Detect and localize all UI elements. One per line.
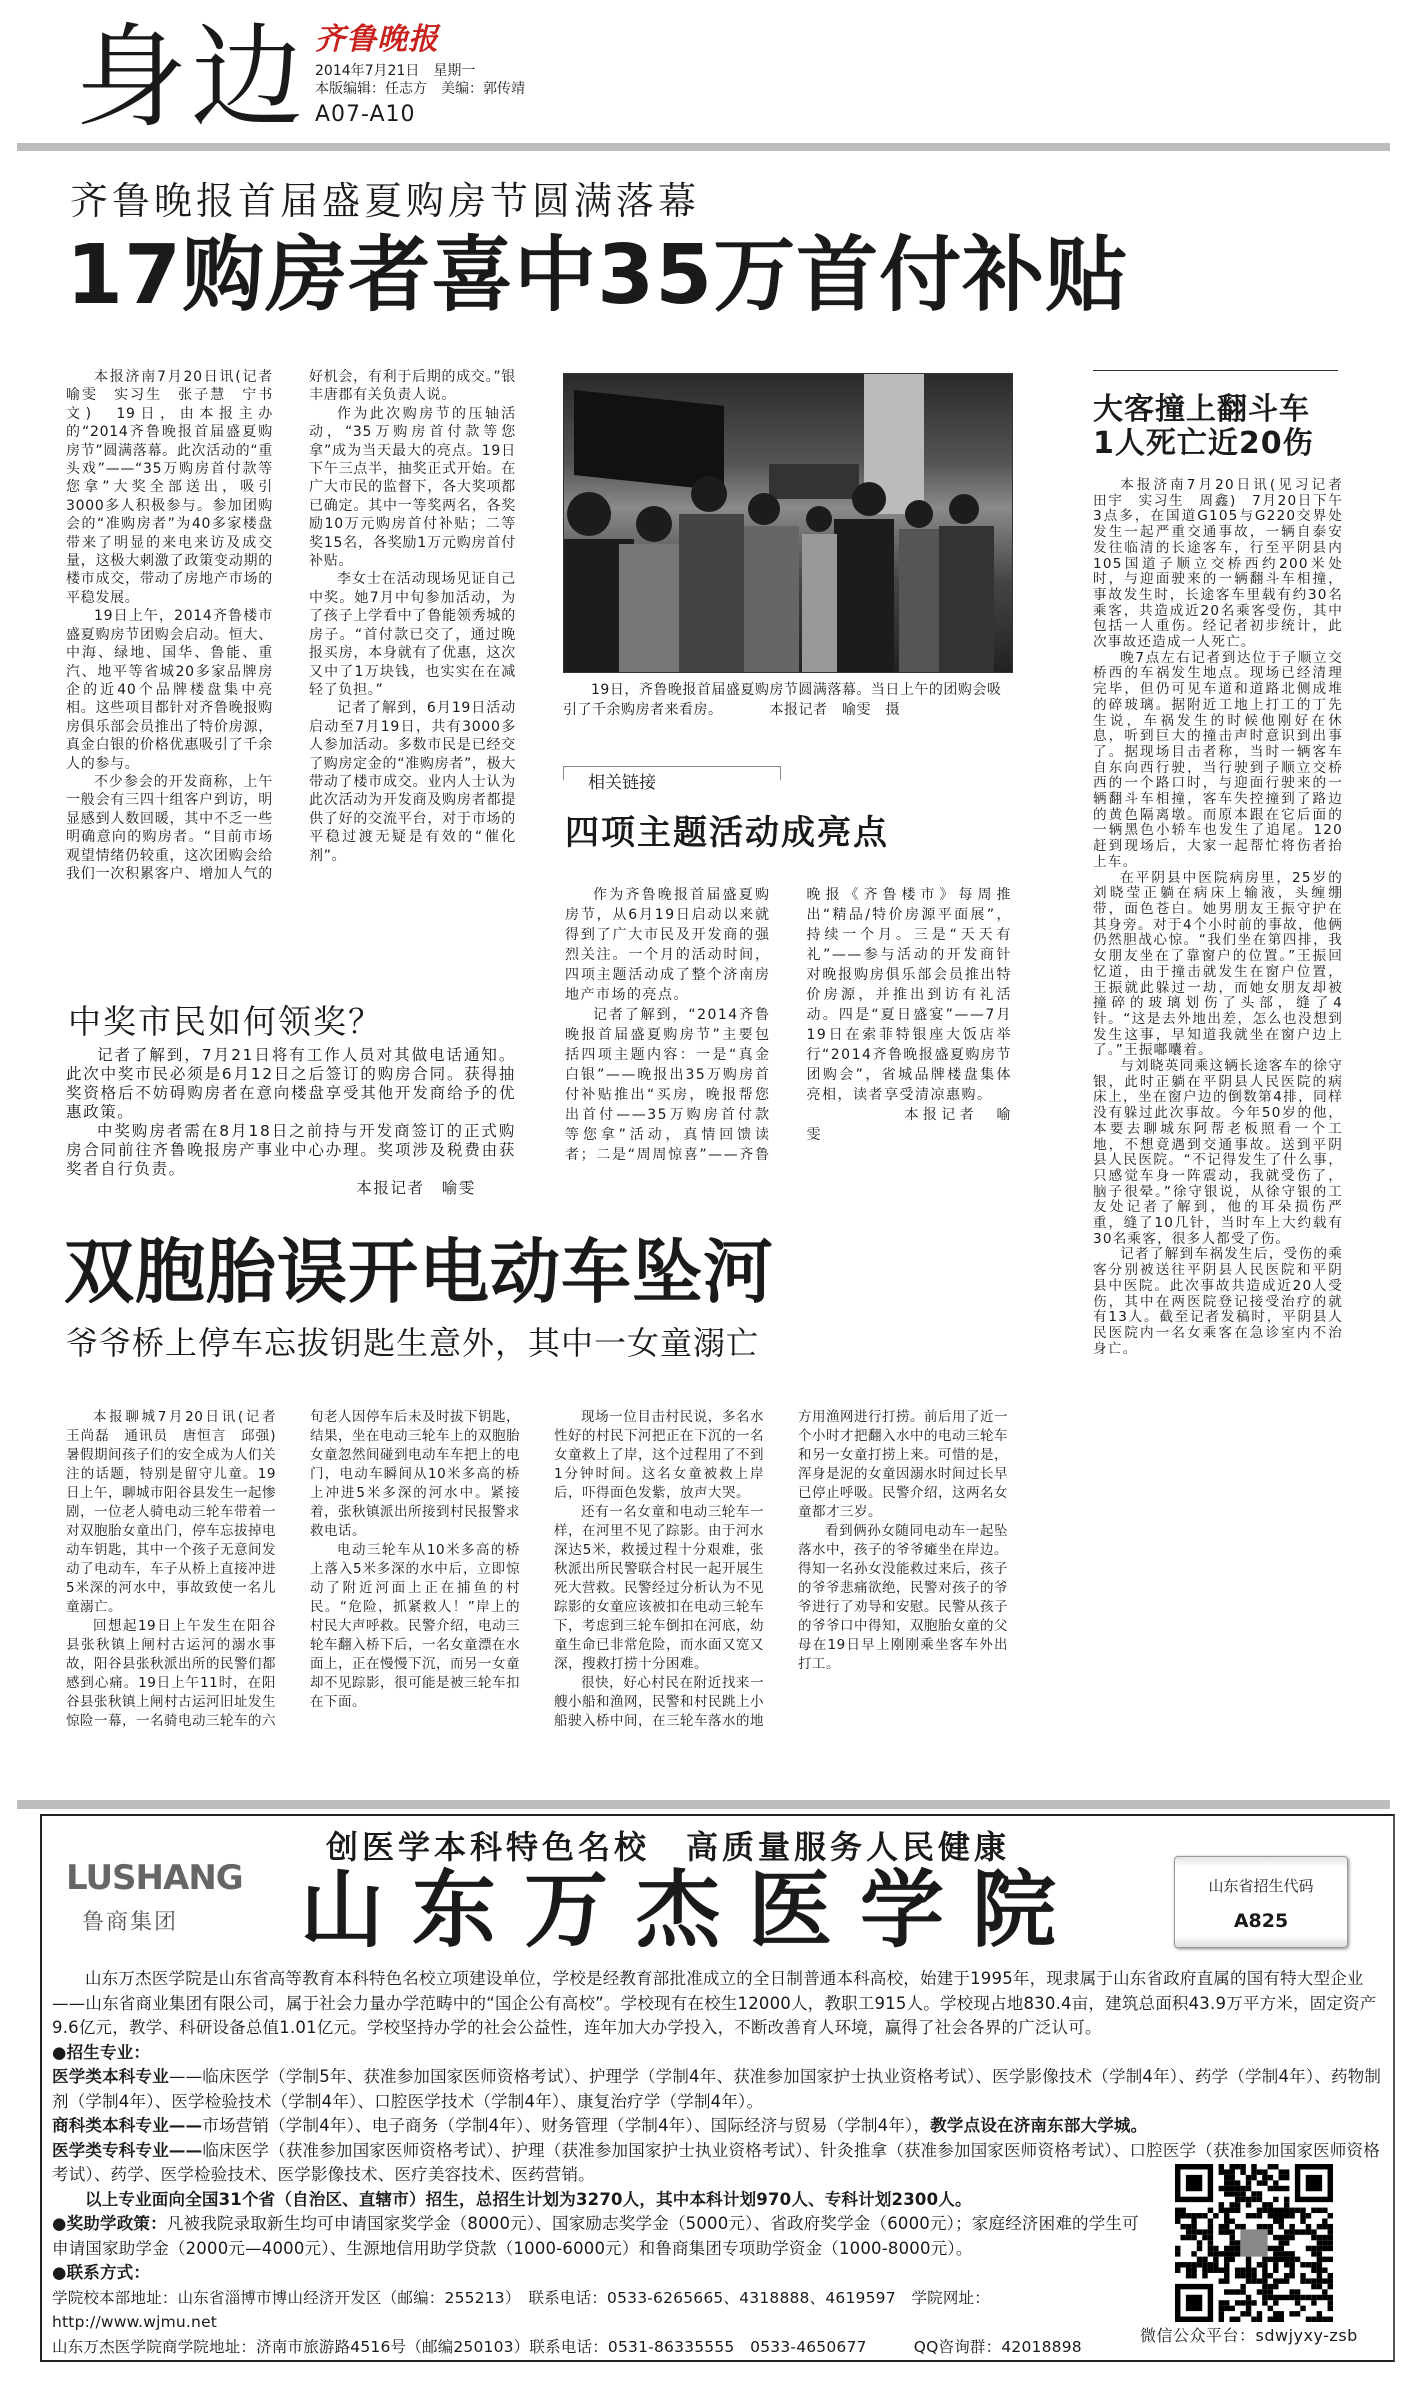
ad-school-name: 山东万杰医学院 bbox=[300, 1861, 1085, 1959]
enrollment-code-box bbox=[1174, 1856, 1348, 1948]
prize-title: 中奖市民如何领奖？ bbox=[68, 1002, 383, 1041]
major-category: 医学类专科专业—— bbox=[52, 2140, 203, 2160]
paragraph: 记者了解到，6月19日活动启动至7月19日，共有3000多人参加活动。多数市民是已经交了购房定金的“准购房者”，极大带动了楼市成交。业内人士认为此次活动为开发商及购房者都提供了好的交流平台，对于市场的平稳过渡无疑是有效的“催化剂”。 bbox=[309, 700, 517, 864]
aid-text: 凡被我院录取新生均可申请国家奖学金（8000元）、国家励志奖学金（5000元）、省政府奖学金（6000元）；家庭经济困难的学生可申请国家助学金（2000元—4000元）、生源地信用助学贷款（1000-6000元）和鲁商集团专项助学资金（1000-8000元）。 bbox=[52, 2214, 1139, 2258]
qr-code-image bbox=[1175, 2164, 1333, 2322]
twins-headline: 双胞胎误开电动车坠河 bbox=[64, 1231, 774, 1313]
enrollment-plan: 以上专业面向全国31个省（自治区、直辖市）招生，总招生计划为3270人，其中本科计划970人、专科计划2300人。 bbox=[85, 2189, 972, 2209]
paragraph: 还有一名女童和电动三轮车一样，在河里不见了踪影。由于河水深达5米，救援过程十分艰难，张秋派出所民警联合村民一起开展生死大营救。民警经过分析认为不见踪影的女童应该被扣在电动三轮车下，考虑到三轮车倒扣在河底，幼童生命已非常危险，而水面又宽又深，搜救打捞十分困难。 bbox=[554, 1504, 764, 1672]
paragraph: 记者了解到，7月21日将有工作人员对其做电话通知。此次中奖市民必须是6月12日之后签订的购房合同。获得抽奖资格后不妨碍购房者在意向楼盘享受其他开发商给予的优惠政策。 bbox=[66, 1046, 516, 1121]
byline: 本报记者 喻雯 bbox=[806, 1107, 1012, 1143]
paragraph: 看到俩孙女随同电动车一起坠落水中，孩子的爷爷瘫坐在岸边。得知一名孙女没能救过来后，孩子的爷爷悲痛欲绝，民警对孩子的爷爷进行了劝导和安慰。民警从孩子的爷爷口中得知，双胞胎女童的父母在19日早上刚刚乘坐客车外出打工。 bbox=[798, 1523, 1008, 1672]
paragraph: 很快，好心村民在附近找来一艘小船和渔网，民警和村民跳上小船驶入桥中间，在三轮车落水的地方用渔网进行打捞。前后用了近一个小时才把翻入水中的电动三轮车和另一女童打捞上来。可惜的是，浑身是泥的女童因溺水时间过长早已停止呼吸。民警介绍，这两名女童都才三岁。 bbox=[554, 1409, 1008, 1729]
lushang-logo-cn: 鲁商集团 bbox=[82, 1910, 179, 1935]
paragraph: 现场一位目击村民说，多名水性好的村民下河把正在下沉的一名女童救上了岸，这个过程用了不到1分钟时间。这名女童被救上岸后，吓得面色发紫，放声大哭。 bbox=[554, 1409, 764, 1501]
paragraph: 19日上午，2014齐鲁楼市盛夏购房节团购会启动。恒大、中海、绿地、国华、鲁能、重汽、地平等省城20多家品牌房企的近40个品牌楼盘集中亮相。这些项目都针对齐鲁晚报购房俱乐部会员推出了特价房源，真金白银的价格优惠吸引了千余人的参与。 bbox=[66, 608, 273, 772]
aid-label: ●奖助学政策： bbox=[52, 2214, 167, 2233]
related-article-body bbox=[565, 885, 1012, 1165]
paragraph: 本报聊城7月20日讯(记者 王尚磊 通讯员 唐恒言 邱强) 暑假期间孩子们的安全成为人们关注的话题，特别是留守儿童。19日上午，聊城市阳谷县发生一起惨剧，一位老人骑电动三轮车带着一对双胞胎女童出门，停车忘拔掉电动车钥匙，其中一个孩子无意间发动了电动车，车子从桥上直接冲进5米深的河水中，事故致使一名儿童溺亡。 bbox=[66, 1409, 290, 1615]
paragraph: 作为齐鲁晚报首届盛夏购房节，从6月19日启动以来就得到了广大市民及开发商的强烈关注。一个月的活动时间，四项主题活动成了整个济南房地产市场的亮点。 bbox=[565, 887, 771, 1003]
lushang-logo: LUSHANG bbox=[66, 1858, 243, 1898]
paragraph: 本报济南7月20日讯(见习记者 田宇 实习生 周鑫) 7月20日下午3点多，在国道G105与G220交界处发生一起严重交通事故，一辆自泰安发往临清的长途客车，行至平阴县内105国道子顺立交桥西约200米处时，与迎面驶来的一辆翻斗车相撞，事故发生时，长途客车里载有约30名乘客，共造成近20名乘客受伤，其中包括一人重伤。经记者初步统计，此次事故还造成一人死亡。 bbox=[1093, 477, 1358, 651]
crowd-photo-illustration bbox=[564, 374, 1013, 673]
accident-headline-line2: 1人死亡近20伤 bbox=[1093, 426, 1314, 461]
header-divider bbox=[17, 143, 1390, 151]
accident-headline-line1: 大客撞上翻斗车 bbox=[1093, 392, 1310, 427]
column-divider bbox=[1093, 370, 1338, 371]
caption-text: 19日，齐鲁晚报首届盛夏购房节圆满落幕。当日上午的团购会吸引了千余购房者来看房。 bbox=[563, 682, 1002, 718]
related-title: 四项主题活动成亮点 bbox=[565, 813, 889, 853]
paragraph: 晚7点左右记者到达位于子顺立交桥西的车祸发生地点。现场已经清理完毕，但仍可见车道和道路北侧成堆的碎玻璃。据附近工地上打工的丁先生说，车祸发生的时候他刚好在休息，听到巨大的撞击声时意识到出事了。据现场目击者称，当时一辆客车自东向西行驶，当行驶到子顺立交桥西的一个路口时，与迎面行驶来的一辆翻斗车相撞，客车失控撞到了路边的黄色隔离墩。而原本跟在它后面的一辆黑色小轿车也发生了追尾。120赶到现场后，大家一起帮忙将伤者抬上车。 bbox=[1093, 649, 1343, 870]
accident-article-body bbox=[1093, 477, 1358, 1357]
prize-article-body bbox=[66, 1046, 516, 1198]
newspaper-logo: 齐鲁晚报 bbox=[315, 22, 439, 57]
photo-credit: 本报记者 喻雯 摄 bbox=[769, 702, 900, 718]
lead-kicker: 齐鲁晚报首届盛夏购房节圆满落幕 bbox=[70, 179, 701, 223]
photo-caption bbox=[563, 680, 1013, 720]
ad-intro: 山东万杰医学院是山东省高等教育本科特色名校立项建设单位，学校是经教育部批准成立的全日制普通本科高校，始建于1995年，现隶属于山东省政府直属的国有特大型企业——山东省商业集团有限公司，属于社会力量办学范畴中的“国企公有高校”。学校现有在校生12000人，教职工915人。学校现占地830.4亩，建筑总面积43.9万平方米，固定资产9.6亿元，教学、科研设备总值1.01亿元。学校坚持办学的社会公益性，连年加大办学投入，不断改善育人环境，赢得了社会各界的广泛认可。 bbox=[52, 1969, 1377, 2037]
section-title: 身边 bbox=[75, 13, 307, 143]
contact-business: 山东万杰医学院商学院地址：济南市旅游路4516号（邮编250103）联系电话：0531-86335555 0533-4650677 QQ咨询群：42018898 bbox=[52, 2337, 1082, 2356]
news-photo bbox=[563, 373, 1013, 673]
paragraph: 记者了解到车祸发生后，受伤的乘客分别被送往平阴县人民医院和平阴县中医院。此次事故共造成近20人受伤，其中在两医院登记接受治疗的就有13人。截至记者发稿时，平阴县人民医院内一名女乘客在急诊室内不治身亡。 bbox=[1093, 1246, 1343, 1357]
related-link-label: 相关链接 bbox=[580, 768, 664, 793]
twins-article-body bbox=[66, 1408, 1008, 1731]
major-list: 临床医学（获准参加国家医师资格考试）、护理（获准参加国家护士执业资格考试）、针灸推拿（获准参加国家医师资格考试）、口腔医学（获准参加国家医师资格考试）、药学、医学检验技术、医学影像技术、医疗美容技术、医药营销。 bbox=[52, 2140, 1380, 2184]
major-list: 市场营销（学制4年）、电子商务（学制4年）、财务管理（学制4年）、国际经济与贸易（学制4年）， bbox=[202, 2116, 931, 2135]
paragraph: 李女士在活动现场见证自己中奖。她7月中旬参加活动，为了孩子上学看中了鲁能领秀城的房子。“首付款已交了，通过晚报买房，本身就有了优惠，这次又中了1万块钱，也实实在在减轻了负担。” bbox=[309, 571, 516, 698]
paragraph: 本报济南7月20日讯(记者 喻雯 实习生 张子慧 宁书文) 19日，由本报主办的“2014齐鲁晚报首届盛夏购房节”圆满落幕。此次活动的“重头戏”——“35万购房首付款等您拿”大奖全部送出，吸引3000多人积极参与。参加团购会的“准购房者”为40多家楼盘带来了明显的来电来访及成交量，这极大刺激了政策变动期的楼市成交，带动了房地产市场的平稳发展。 bbox=[66, 369, 288, 606]
enrollment-code-value: A825 bbox=[1233, 1910, 1289, 1932]
ad-divider bbox=[17, 1800, 1390, 1809]
major-row bbox=[52, 2114, 1382, 2139]
major-category: 医学类本科专业 bbox=[52, 2067, 169, 2086]
paragraph: 中奖购房者需在8月18日之前持与开发商签订的正式购房合同前往齐鲁晚报房产事业中心办理。奖项涉及税费由获奖者自行负责。 bbox=[66, 1122, 516, 1178]
accident-headline bbox=[1093, 393, 1314, 461]
paragraph: 在平阴县中医院病房里，25岁的刘晓莹正躺在病床上输液，头缠绷带，面色苍白。她男朋友王振守护在其身旁。对于4个小时前的事故，他俩仍然胆战心惊。“我们坐在第四排，我女朋友坐在了靠窗户的位置。”王振回忆道，由于撞击就发生在窗户位置，王振就此躲过一劫，而她女朋友却被撞碎的玻璃划伤了头部，缝了4针。“这是去外地出差，怎么也没想到发生这事，早知道我就坐在窗户边上了。”王振嘟囔着。 bbox=[1093, 869, 1343, 1059]
paragraph: 不少参会的开发商称，上午一般会有三四十组客户到访，明显感到人数回暖，其中不乏一些明确意向的购房者。“目前市场观望情绪仍较重，这次团购会给我们一次积累客户、增加人气的好机会，有利于后期的成交。”银丰唐郡有关负责人说。 bbox=[66, 369, 516, 882]
twins-subtitle: 爷爷桥上停车忘拔钥匙生意外，其中一女童溺亡 bbox=[66, 1324, 760, 1362]
enrollment-code-label: 山东省招生代码 bbox=[1208, 1877, 1314, 1895]
paragraph: 记者了解到，“2014齐鲁晚报首届盛夏购房节”主要包括四项主题内容：一是“真金白银”——晚报出35万购房首付补贴推出“买房，晚报帮您出首付——35万购房首付款等您拿”活动，真情回馈读者；二是“周周惊喜”——齐鲁晚报《齐鲁楼市》每周推出“精品/特价房源平面展”，持续一个月。三是“天天有礼”——参与活动的开发商针对晚报购房俱乐部会员推出特价房源，并推出到访有礼活动。四是“夏日盛宴”——7月19日在索菲特银座大饭店举行“2014齐鲁晚报盛夏购房节团购会”，省城品牌楼盘集体亮相，读者享受清凉惠购。 bbox=[565, 887, 1012, 1163]
ad-slogan: 创医学本科特色名校 高质量服务人民健康 bbox=[326, 1828, 1011, 1866]
aid-policy bbox=[52, 2212, 1152, 2261]
major-category: 商科类本科专业—— bbox=[52, 2116, 203, 2135]
byline: 本报记者 喻雯 bbox=[356, 1179, 476, 1197]
contact-label: ●联系方式： bbox=[52, 2263, 151, 2282]
paragraph: 与刘晓英同乘这辆长途客车的徐守银，此时正躺在平阴县人民医院的病床上，坐在窗户边的倒数第4排，同样没有躲过此次事故。今年50岁的他，本要去聊城东阿帮老板照看一个工地，不想竟遇到交通事故。送到平阴县人民医院。“不记得发生了什么事，只感觉车身一阵震动，我就受伤了，脑子很晕。”徐守银说，从徐守银的工友处记者了解到，他的耳朵损伤严重，缝了10几针，当时车上大约载有30名乘客，很多人都受了伤。 bbox=[1093, 1058, 1343, 1247]
lead-headline: 17购房者喜中35万首付补贴 bbox=[66, 228, 1129, 323]
wechat-account: 微信公众平台：sdwjyxy-zsb bbox=[1140, 2326, 1358, 2345]
contact-main: 学院校本部地址：山东省淄博市博山经济开发区（邮编：255213） 联系电话：0533-6265665、4318888、4619597 学院网址：http://www.wjmu.net bbox=[52, 2288, 990, 2331]
paragraph: 作为此次购房节的压轴活动，“35万购房首付款等您拿”成为当天最大的亮点。19日下午三点半，抽奖正式开始。在广大市民的监督下，各大奖项都已确定。其中一等奖两名，各奖励10万元购房首付补贴；二等奖15名，各奖励1万元购房首付补贴。 bbox=[309, 405, 516, 570]
major-note: 教学点设在济南东部大学城。 bbox=[930, 2116, 1148, 2135]
paragraph: 电动三轮车从10米多高的桥上落入5米多深的水中后，立即惊动了附近河面上正在捕鱼的村民。“危险，抓紧救人！”岸上的村民大声呼救。民警介绍，电动三轮车翻入桥下后，一名女童漂在水面上，正在慢慢下沉，而另一女童却不见踪影，很可能是被三轮车扣在下面。 bbox=[310, 1542, 520, 1710]
issue-meta bbox=[315, 62, 525, 98]
majors-label: ●招生专业： bbox=[52, 2042, 151, 2062]
editors-credit: 本版编辑：任志方 美编：郭传靖 bbox=[315, 81, 525, 97]
major-list: ——临床医学（学制5年、获准参加国家医师资格考试）、护理学（学制4年、获准参加国家护士执业资格考试）、医学影像技术（学制4年）、药学（学制4年）、药物制剂（学制4年）、医学检验技术（学制4年）、口腔医学技术（学制4年）、康复治疗学（学制4年）。 bbox=[52, 2067, 1382, 2111]
page-range: A07-A10 bbox=[315, 102, 416, 127]
paragraph: 回想起19日上午发生在阳谷县张秋镇上闸村古运河的溺水事故，阳谷县张秋派出所的民警们都感到心痛。19日上午11时，在阳谷县张秋镇上闸村古运河旧址发生惊险一幕，一名骑电动三轮车的六旬老人因停车后未及时拔下钥匙，结果，坐在电动三轮车上的双胞胎女童忽然间碰到电动车车把上的电门，电动车瞬间从10米多高的桥上冲进5米多深的河水中。紧接着，张秋镇派出所接到村民报警求救电话。 bbox=[66, 1409, 520, 1729]
lead-article-body bbox=[66, 368, 516, 883]
major-row bbox=[52, 2065, 1382, 2114]
issue-date: 2014年7月21日 星期一 bbox=[315, 63, 476, 79]
